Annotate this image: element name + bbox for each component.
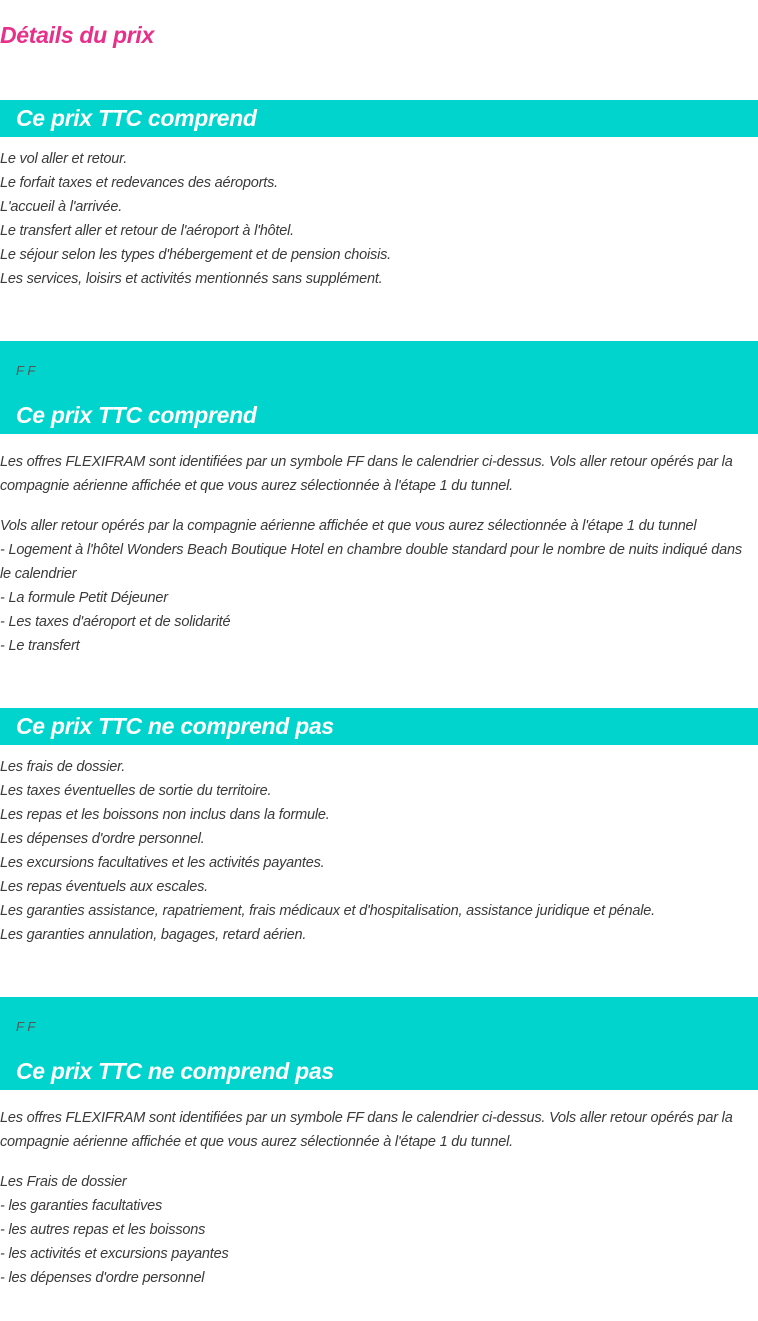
excludes-list	[0, 755, 756, 947]
list-item: Les excursions facultatives et les activités payantes.	[0, 855, 325, 871]
list-item: L'accueil à l'arrivée.	[0, 199, 123, 215]
paragraph-line: compagnie aérienne affichée et que vous aurez sélectionnée à l'étape 1 du tunnel.	[0, 478, 513, 494]
list-item: - les garanties facultatives	[0, 1198, 163, 1214]
list-item: Les garanties assistance, rapatriement, frais médicaux et d'hospitalisation, assistance juridique et pénale.	[0, 903, 655, 919]
section-header-includes	[0, 100, 758, 137]
paragraph-line: Les offres FLEXIFRAM sont identifiées par un symbole FF dans le calendrier ci-dessus. Vols aller retour opérés par la	[0, 454, 733, 470]
list-item: - les activités et excursions payantes	[0, 1246, 229, 1262]
list-item: - les autres repas et les boissons	[0, 1222, 206, 1238]
flexifram-includes-list	[0, 514, 756, 658]
list-item: - Les taxes d'aéroport et de solidarité	[0, 614, 231, 630]
list-item: Les Frais de dossier	[0, 1174, 127, 1190]
section-header-excludes	[0, 708, 758, 745]
ff-label: F F	[16, 363, 36, 378]
list-item: Les repas et les boissons non inclus dans la formule.	[0, 807, 330, 823]
page-title: Détails du prix	[0, 22, 154, 48]
section-title: Ce prix TTC ne comprend pas	[16, 1058, 334, 1084]
includes-list	[0, 147, 756, 291]
flexifram-excludes-list	[0, 1170, 756, 1290]
list-item: Vols aller retour opérés par la compagnie aérienne affichée et que vous aurez sélectionnée à l'étape 1 du tunnel	[0, 518, 697, 534]
section-header-flexifram-excludes	[0, 997, 758, 1090]
flexifram-intro	[0, 450, 756, 498]
list-item: Les garanties annulation, bagages, retard aérien.	[0, 927, 307, 943]
list-item: - les dépenses d'ordre personnel	[0, 1270, 205, 1286]
ff-label: F F	[16, 1019, 36, 1034]
list-item: Les dépenses d'ordre personnel.	[0, 831, 205, 847]
list-item: Le transfert aller et retour de l'aéroport à l'hôtel.	[0, 223, 294, 239]
section-title: Ce prix TTC comprend	[16, 105, 257, 131]
list-item: le calendrier	[0, 566, 77, 582]
section-title: Ce prix TTC ne comprend pas	[16, 713, 334, 739]
list-item: - Logement à l'hôtel Wonders Beach Boutique Hotel en chambre double standard pour le nombre de nuits indiqué dans	[0, 542, 742, 558]
list-item: Le forfait taxes et redevances des aéroports.	[0, 175, 278, 191]
list-item: Les services, loisirs et activités mentionnés sans supplément.	[0, 271, 383, 287]
list-item: Les repas éventuels aux escales.	[0, 879, 209, 895]
section-header-flexifram-includes	[0, 341, 758, 434]
list-item: - La formule Petit Déjeuner	[0, 590, 168, 606]
paragraph-line: compagnie aérienne affichée et que vous aurez sélectionnée à l'étape 1 du tunnel.	[0, 1134, 513, 1150]
paragraph-line: Les offres FLEXIFRAM sont identifiées par un symbole FF dans le calendrier ci-dessus. Vols aller retour opérés par la	[0, 1110, 733, 1126]
list-item: Les taxes éventuelles de sortie du territoire.	[0, 783, 272, 799]
list-item: Le séjour selon les types d'hébergement et de pension choisis.	[0, 247, 391, 263]
list-item: Le vol aller et retour.	[0, 151, 128, 167]
flexifram-intro	[0, 1106, 756, 1154]
list-item: Les frais de dossier.	[0, 759, 126, 775]
list-item: - Le transfert	[0, 638, 80, 654]
section-title: Ce prix TTC comprend	[16, 402, 257, 428]
